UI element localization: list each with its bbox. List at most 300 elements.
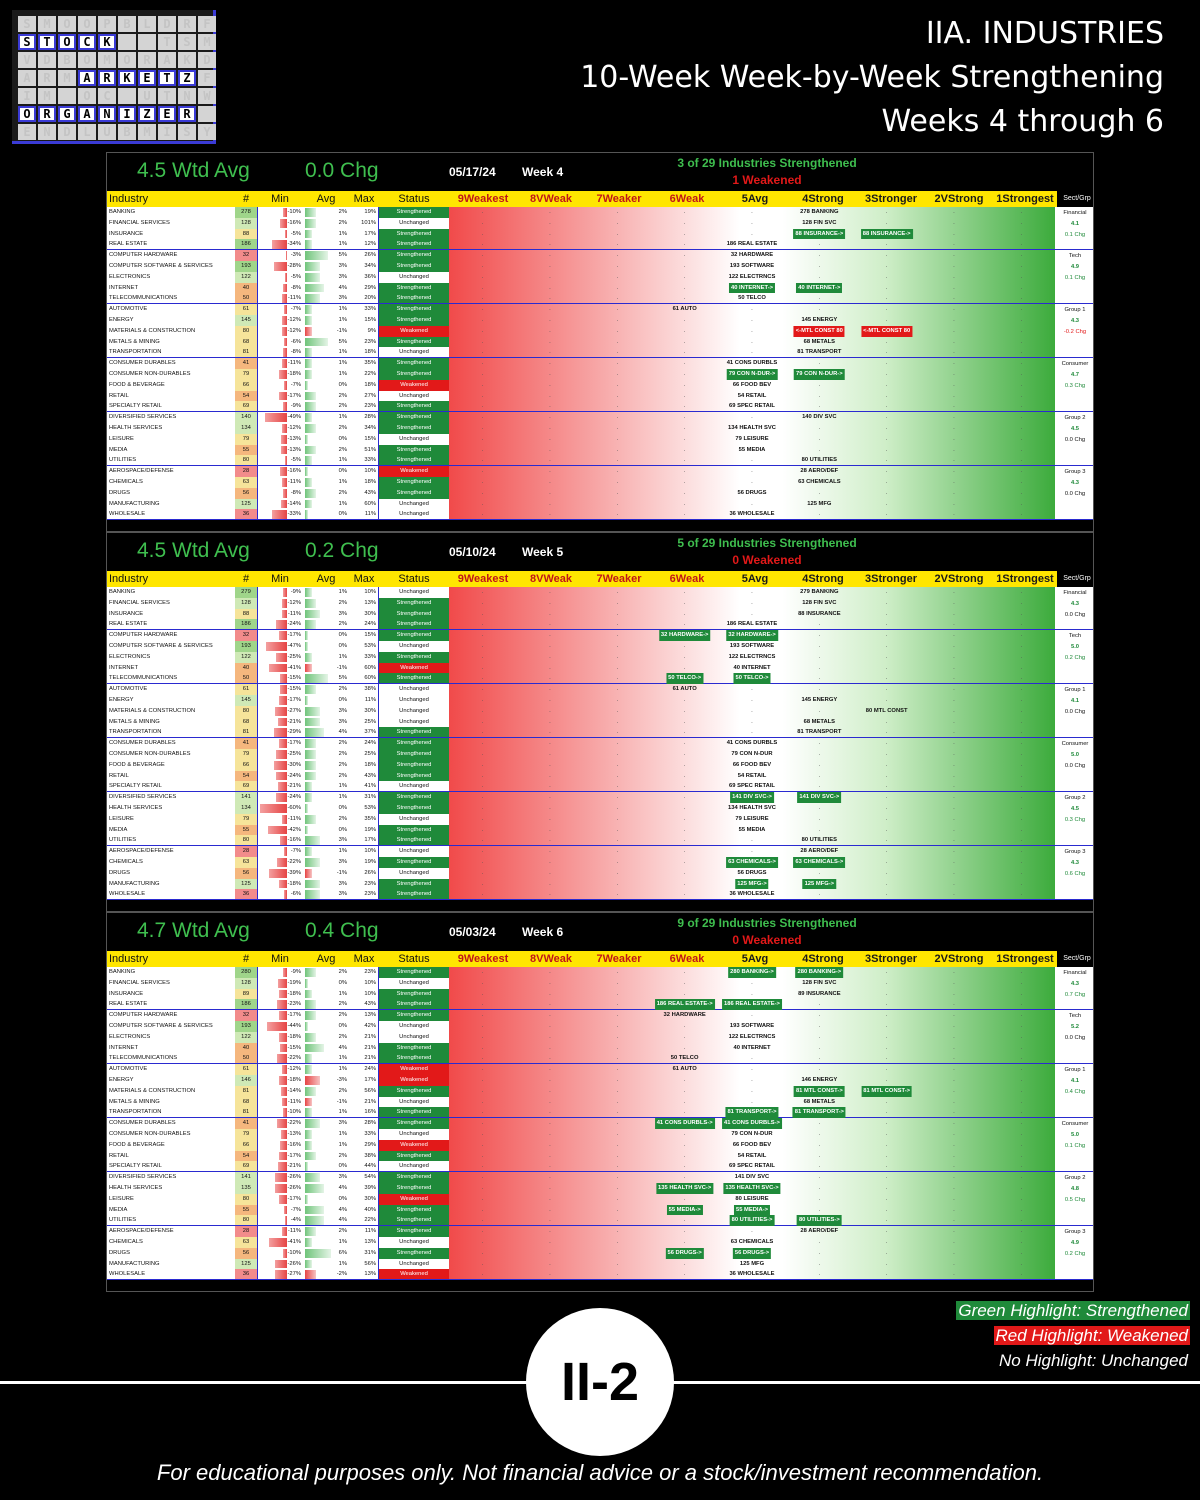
industry-name: LEISURE (109, 1195, 134, 1202)
max-value: 43% (349, 488, 379, 499)
empty-zone-dot: . (751, 979, 753, 986)
industry-row (107, 695, 449, 706)
legend-weakened: Red Highlight: Weakened (995, 1326, 1188, 1345)
empty-zone-dot: . (1020, 360, 1023, 367)
empty-zone-dot: . (549, 826, 551, 833)
max-value: 33% (349, 455, 379, 465)
wtd-avg: 4.7 Wtd Avg (137, 919, 250, 942)
max-value: 34% (349, 261, 379, 272)
min-value: -14% (287, 1087, 301, 1094)
status-badge: Strengthened (379, 1086, 449, 1097)
empty-zone-dot: . (616, 772, 619, 779)
empty-zone-dot: . (683, 284, 686, 291)
stock-count: 128 (235, 978, 257, 989)
avg-bar (305, 370, 312, 379)
avg-bar (305, 467, 308, 476)
min-value: -12% (287, 327, 301, 334)
status-badge: Weakened (379, 466, 449, 477)
industry-row (107, 825, 449, 836)
column-header: Avg (316, 953, 336, 965)
sector-name: Group 3 (1064, 469, 1086, 476)
zone-row (449, 695, 1055, 706)
avg-bar (305, 793, 312, 802)
empty-zone-dot: . (549, 1184, 551, 1191)
avg-bar (305, 1130, 312, 1139)
max-value: 10% (349, 846, 379, 857)
zone-row (449, 598, 1055, 609)
empty-zone-dot: . (953, 1195, 955, 1202)
stock-count: 125 (235, 1259, 257, 1270)
zone-marker: 79 CON N-DUR (731, 750, 773, 757)
max-value: 21% (349, 1032, 379, 1043)
status-badge: Unchanged (399, 815, 429, 822)
empty-zone-dot: . (683, 273, 686, 280)
min-change-cell (257, 1064, 303, 1075)
empty-zone-dot: . (953, 1022, 955, 1029)
empty-zone-dot: . (683, 1195, 686, 1202)
min-bar (279, 1011, 287, 1020)
max-value: 20% (349, 293, 379, 303)
empty-zone-dot: . (751, 1076, 753, 1083)
panel-table (107, 207, 1093, 520)
avg-value: 0% (338, 435, 347, 442)
min-bar (277, 858, 287, 867)
zone-row (449, 814, 1055, 825)
logo-letter-tile: S (18, 16, 36, 32)
empty-zone-dot: . (885, 1022, 888, 1029)
empty-zone-dot: . (683, 1163, 686, 1170)
empty-zone-dot: . (885, 1163, 888, 1170)
min-change-cell (257, 499, 303, 510)
min-value: -11% (287, 1228, 301, 1235)
zone-row (449, 229, 1055, 240)
empty-zone-dot: . (818, 1152, 821, 1159)
max-value: 15% (349, 434, 379, 445)
min-value: -7% (290, 381, 301, 388)
empty-zone-dot: . (683, 252, 686, 259)
empty-zone-dot: . (481, 284, 484, 291)
empty-zone-dot: . (616, 707, 619, 714)
empty-zone-dot: . (683, 1109, 686, 1116)
empty-zone-dot: . (953, 424, 955, 431)
empty-zone-dot: . (1020, 869, 1023, 876)
industry-row (107, 315, 449, 326)
zone-row (449, 673, 1055, 684)
avg-bar (305, 327, 312, 336)
empty-zone-dot: . (616, 1130, 619, 1137)
max-value: 38% (349, 1151, 379, 1162)
empty-zone-dot: . (683, 500, 686, 507)
empty-zone-dot: . (683, 969, 686, 975)
zone-marker: 193 SOFTWARE (729, 1022, 775, 1029)
avg-value: 1% (338, 990, 347, 997)
stock-count: 28 (235, 846, 257, 857)
logo-letter-tile: U (138, 88, 156, 104)
sector-score: 4.3 (1070, 317, 1080, 324)
empty-zone-dot: . (1020, 489, 1023, 496)
logo-letter-tile: B (58, 52, 76, 68)
empty-zone-dot: . (751, 686, 753, 693)
empty-zone-dot: . (549, 446, 551, 453)
avg-value: 1% (338, 478, 347, 485)
empty-zone-dot: . (683, 772, 686, 779)
empty-zone-dot: . (818, 761, 821, 768)
industry-row (107, 1010, 449, 1021)
min-value: -18% (287, 1033, 301, 1040)
industry-name: SPECIALTY RETAIL (109, 403, 162, 410)
empty-zone-dot: . (549, 1260, 551, 1267)
sector-name: Financial (1063, 590, 1087, 596)
min-change-cell (257, 380, 303, 391)
zone-marker: 40 INTERNET (733, 664, 771, 671)
empty-zone-dot: . (818, 783, 821, 790)
empty-zone-dot: . (1020, 273, 1023, 280)
sector-summary (1055, 466, 1094, 520)
avg-bar (305, 510, 308, 519)
max-value: 35% (349, 358, 379, 369)
max-value: 29% (349, 1140, 379, 1151)
min-bar (279, 370, 287, 379)
empty-zone-dot: . (751, 327, 753, 334)
status-badge: Strengthened (379, 1107, 449, 1117)
zone-marker: 122 ELECTRNCS (728, 273, 776, 280)
avg-value: 4% (338, 729, 347, 736)
avg-change-cell (303, 391, 349, 402)
empty-zone-dot: . (683, 381, 686, 388)
empty-zone-dot: . (818, 273, 821, 280)
zone-marker: 186 REAL ESTATE (726, 241, 778, 248)
industry-row (107, 1129, 449, 1140)
min-bar (282, 294, 287, 303)
avg-value: -1% (336, 869, 347, 876)
max-value: 23% (349, 401, 379, 411)
logo-letter-tile: L (78, 124, 96, 140)
min-value: -19% (287, 979, 301, 986)
empty-zone-dot: . (616, 349, 619, 356)
stock-count: 69 (235, 401, 257, 411)
avg-change-cell (303, 598, 349, 609)
empty-zone-dot: . (818, 1022, 821, 1029)
min-bar (284, 305, 287, 314)
sector-change: 0.3 Chg (1064, 382, 1086, 389)
min-bar (282, 478, 287, 487)
zone-marker: 88 INSURANCE-> (861, 229, 913, 240)
max-value: 53% (349, 803, 379, 814)
min-change-cell (257, 999, 303, 1009)
empty-zone-dot: . (818, 1260, 821, 1267)
zone-row (449, 380, 1055, 391)
empty-zone-dot: . (683, 1228, 686, 1235)
industry-row (107, 1172, 449, 1183)
min-value: -15% (287, 1044, 301, 1051)
avg-change-cell (303, 846, 349, 857)
sector-summary (1055, 412, 1094, 466)
empty-zone-dot: . (683, 891, 686, 898)
empty-zone-dot: . (549, 610, 551, 617)
sector-summary (1055, 587, 1094, 630)
empty-zone-dot: . (616, 664, 619, 671)
panel-week: Week 6 (522, 925, 564, 939)
zone-marker: 125 MFG-> (803, 879, 836, 890)
max-value: 9% (349, 326, 379, 337)
empty-zone-dot: . (616, 718, 619, 725)
empty-zone-dot: . (953, 370, 955, 377)
empty-zone-dot: . (549, 370, 551, 377)
empty-zone-dot: . (1020, 1163, 1023, 1170)
stock-count: 40 (235, 663, 257, 674)
avg-value: -1% (336, 327, 347, 334)
week-panel (106, 912, 1094, 1292)
avg-value: 1% (338, 241, 347, 248)
empty-zone-dot: . (481, 414, 484, 421)
zone-row (449, 760, 1055, 771)
stock-count: 80 (235, 1194, 257, 1205)
min-change-cell (257, 229, 303, 240)
empty-zone-dot: . (683, 1271, 686, 1278)
max-value: 40% (349, 1205, 379, 1216)
empty-zone-dot: . (481, 1184, 484, 1191)
logo-letter-tile: R (98, 70, 116, 86)
logo-row (18, 52, 216, 68)
min-change-cell (257, 250, 303, 261)
max-value: 31% (349, 792, 379, 803)
avg-value: 3% (338, 1120, 347, 1127)
min-value: -29% (287, 729, 301, 736)
empty-zone-dot: . (481, 794, 484, 801)
empty-zone-dot: . (616, 262, 619, 269)
empty-zone-dot: . (549, 230, 551, 237)
status-badge: Strengthened (379, 967, 449, 978)
empty-zone-dot: . (616, 1249, 619, 1256)
zone-marker: 80 MTL CONST (865, 707, 908, 714)
industry-name: ELECTRONICS (109, 273, 151, 280)
max-value: 33% (349, 304, 379, 315)
logo-letter-tile: R (38, 106, 56, 122)
industry-row (107, 868, 449, 879)
logo-letter-tile: O (78, 88, 96, 104)
industry-name: COMPUTER SOFTWARE & SERVICES (109, 262, 213, 269)
empty-zone-dot: . (953, 262, 955, 269)
avg-change-cell (303, 1129, 349, 1140)
stock-count: 186 (235, 999, 257, 1009)
empty-zone-dot: . (751, 457, 753, 464)
zone-marker: 55 MEDIA (738, 826, 766, 833)
zone-row (449, 509, 1055, 520)
industry-row (107, 706, 449, 717)
status-badge: Strengthened (379, 401, 449, 411)
empty-zone-dot: . (683, 435, 686, 442)
zone-marker: 186 REAL ESTATE-> (722, 999, 782, 1010)
status-badge: Strengthened (379, 989, 449, 1000)
empty-zone-dot: . (818, 632, 821, 639)
max-value: 35% (349, 814, 379, 825)
avg-change-cell (303, 999, 349, 1009)
logo-row (18, 34, 216, 50)
status-badge: Strengthened (379, 1010, 449, 1021)
min-bar (279, 392, 287, 401)
empty-zone-dot: . (1020, 1055, 1023, 1062)
stock-count: 140 (235, 412, 257, 423)
empty-zone-dot: . (953, 686, 955, 693)
empty-zone-dot: . (1020, 1152, 1023, 1159)
empty-zone-dot: . (549, 707, 551, 714)
zone-row (449, 445, 1055, 456)
min-bar (275, 1184, 287, 1193)
empty-zone-dot: . (885, 219, 888, 226)
industry-name: MEDIA (109, 1206, 128, 1213)
weakened-count: 1 Weakened (732, 173, 802, 187)
industry-row (107, 1064, 449, 1075)
empty-zone-dot: . (481, 306, 484, 313)
empty-zone-dot: . (616, 209, 619, 215)
min-bar (285, 456, 287, 465)
sector-score: 4.3 (1070, 859, 1080, 866)
title-line-1: IIA. INDUSTRIES (925, 16, 1164, 51)
min-value: -13% (287, 435, 301, 442)
zone-marker: 80 UTILITIES (801, 457, 838, 464)
logo-letter-tile: T (158, 70, 176, 86)
avg-change-cell (303, 434, 349, 445)
empty-zone-dot: . (953, 511, 955, 518)
avg-bar (305, 1011, 316, 1020)
industry-name: METALS & MINING (109, 338, 160, 345)
column-header: 7Weaker (596, 193, 642, 205)
column-header-row (107, 191, 1093, 207)
avg-change-cell (303, 684, 349, 695)
empty-zone-dot: . (683, 794, 686, 801)
status-badge: Strengthened (379, 598, 449, 609)
logo-letter-tile: O (58, 16, 76, 32)
empty-zone-dot: . (818, 1174, 821, 1181)
empty-zone-dot: . (885, 457, 888, 464)
empty-zone-dot: . (953, 338, 955, 345)
industry-name: COMPUTER HARDWARE (109, 632, 178, 639)
avg-change-cell (303, 879, 349, 890)
column-header: # (242, 573, 250, 585)
avg-change-cell (303, 358, 349, 369)
empty-zone-dot: . (549, 880, 551, 887)
min-bar (269, 664, 287, 673)
avg-value: -2% (336, 1271, 347, 1278)
empty-zone-dot: . (683, 1098, 686, 1105)
avg-bar (305, 359, 312, 368)
industry-row (107, 369, 449, 380)
column-header: 9Weakest (457, 953, 509, 965)
avg-value: 1% (338, 230, 347, 237)
empty-zone-dot: . (751, 1098, 753, 1105)
empty-zone-dot: . (818, 1249, 821, 1256)
zone-marker: 50 TELCO (738, 295, 766, 302)
empty-zone-dot: . (683, 209, 686, 215)
industry-name: MATERIALS & CONSTRUCTION (109, 1087, 196, 1094)
industry-name: AEROSPACE/DEFENSE (109, 1228, 174, 1235)
avg-change-cell (303, 509, 349, 519)
zone-row (449, 630, 1055, 641)
min-change-cell (257, 792, 303, 803)
zone-row (449, 1107, 1055, 1118)
empty-zone-dot: . (818, 891, 821, 898)
avg-value: 2% (338, 599, 347, 606)
industry-name: MANUFACTURING (109, 880, 160, 887)
zone-marker: 40 INTERNET-> (796, 283, 842, 294)
max-value: 24% (349, 1064, 379, 1075)
empty-zone-dot: . (953, 761, 955, 768)
empty-zone-dot: . (481, 338, 484, 345)
min-change-cell (257, 1097, 303, 1108)
avg-change-cell (303, 1259, 349, 1270)
avg-value: 2% (338, 209, 347, 215)
empty-zone-dot: . (1020, 1206, 1023, 1213)
industry-row (107, 412, 449, 423)
empty-zone-dot: . (751, 338, 753, 345)
empty-zone-dot: . (953, 306, 955, 313)
status-badge: Strengthened (379, 315, 449, 326)
empty-zone-dot: . (481, 696, 484, 703)
empty-zone-dot: . (683, 599, 686, 606)
zone-marker: 81 TRANSPORT-> (725, 1107, 778, 1118)
avg-change-cell (303, 1215, 349, 1225)
empty-zone-dot: . (549, 653, 551, 660)
empty-zone-dot: . (885, 252, 888, 259)
min-bar (285, 1216, 287, 1225)
empty-zone-dot: . (885, 653, 888, 660)
empty-zone-dot: . (549, 209, 551, 215)
avg-bar (305, 880, 320, 889)
empty-zone-dot: . (549, 675, 551, 682)
empty-zone-dot: . (818, 241, 821, 248)
empty-zone-dot: . (1020, 794, 1023, 801)
sector-score: 4.7 (1070, 371, 1080, 378)
avg-change-cell (303, 1172, 349, 1183)
column-header: 6Weak (669, 193, 705, 205)
industry-row (107, 1194, 449, 1205)
sector-summary (1055, 792, 1094, 846)
empty-zone-dot: . (549, 783, 551, 790)
min-value: -21% (287, 1163, 301, 1170)
avg-change-cell (303, 466, 349, 477)
industry-row (107, 760, 449, 771)
empty-zone-dot: . (549, 1120, 551, 1127)
zone-row (449, 857, 1055, 868)
empty-zone-dot: . (818, 675, 821, 682)
zone-marker: 134 HEALTH SVC (728, 424, 776, 431)
stock-count: 55 (235, 445, 257, 456)
avg-value: 2% (338, 1087, 347, 1094)
avg-change-cell (303, 835, 349, 845)
empty-zone-dot: . (481, 826, 484, 833)
empty-zone-dot: . (1020, 815, 1023, 822)
empty-zone-dot: . (751, 209, 753, 215)
empty-zone-dot: . (616, 1184, 619, 1191)
avg-bar (305, 1076, 320, 1085)
min-value: -44% (287, 1022, 301, 1029)
industry-name: SPECIALTY RETAIL (109, 1163, 162, 1170)
empty-zone-dot: . (683, 621, 686, 628)
avg-bar (305, 456, 312, 465)
empty-zone-dot: . (953, 891, 955, 898)
max-value: 56% (349, 1086, 379, 1097)
avg-change-cell (303, 412, 349, 423)
industry-row (107, 857, 449, 868)
empty-zone-dot: . (751, 696, 753, 703)
min-change-cell (257, 1129, 303, 1140)
zone-row (449, 738, 1055, 749)
industry-name: INTERNET (109, 664, 138, 671)
min-bar (283, 489, 287, 498)
max-value: 12% (349, 239, 379, 249)
zone-marker: 135 HEALTH SVC-> (656, 1183, 713, 1194)
min-value: -13% (287, 446, 301, 453)
